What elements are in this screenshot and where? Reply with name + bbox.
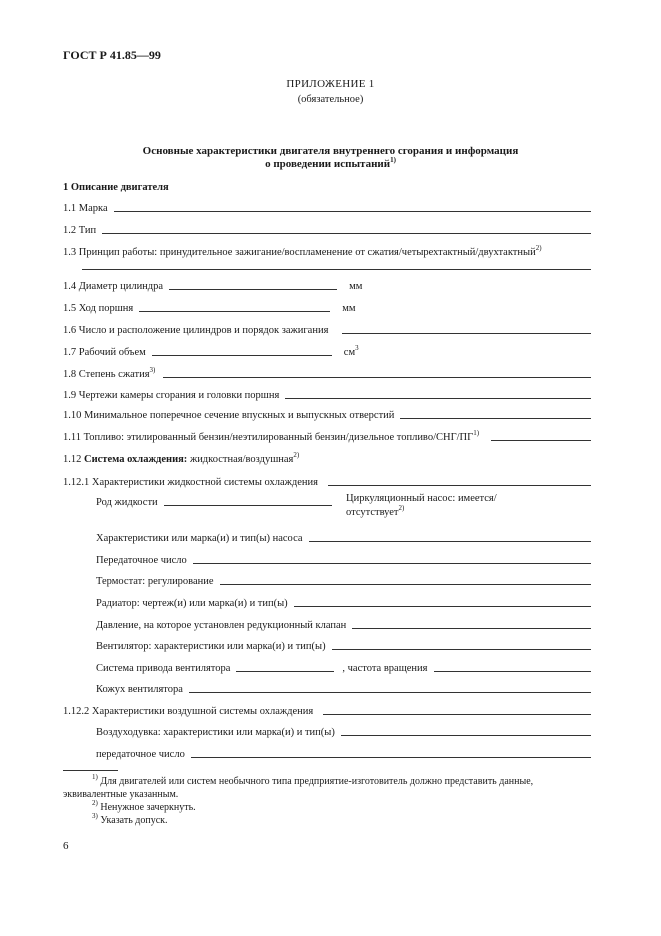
fill-line[interactable] — [332, 648, 591, 650]
fill-line[interactable] — [220, 583, 591, 585]
field-label-text: 1.8 Степень сжатия — [63, 369, 150, 380]
cooling-system-heading: Система охлаждения: — [84, 454, 188, 465]
field-compression-ratio — [63, 366, 591, 380]
fill-line[interactable] — [236, 670, 334, 672]
circulation-pump-label: Циркуляционный насос: имеется/ — [346, 493, 497, 504]
fill-line[interactable] — [139, 310, 330, 312]
field-label — [63, 451, 300, 465]
field-label-text: 1.3 Принцип работы: принудительное зажигание/воспламенение от сжатия/четырехтактный/двухтактный — [63, 247, 536, 258]
field-label: Термостат: регулирование — [96, 576, 214, 587]
field-label: Род жидкости — [96, 497, 158, 508]
footnote-divider — [63, 770, 118, 771]
field-operating-principle-line — [82, 258, 591, 272]
field-liquid-kind — [96, 494, 332, 508]
fill-line[interactable] — [152, 354, 332, 356]
footnote-text: Для двигателей или систем необычного типа предприятие-изготовитель должно представить данные, — [100, 776, 534, 787]
fill-line[interactable] — [189, 691, 591, 693]
field-type — [63, 222, 591, 236]
field-label: Передаточное число — [96, 555, 187, 566]
fill-line[interactable] — [164, 504, 332, 506]
pump-absent-text: отсутствует — [346, 507, 399, 518]
field-gear-ratio — [96, 552, 591, 566]
field-combustion-chamber — [63, 387, 591, 401]
item-number: 1.12 — [63, 454, 82, 465]
fill-line[interactable] — [400, 417, 591, 419]
fill-line[interactable] — [491, 439, 591, 441]
appendix-subtitle: (обязательное) — [297, 94, 364, 105]
field-label: 1.12.1 Характеристики жидкостной системы охлаждения — [63, 477, 318, 488]
field-label: Система привода вентилятора — [96, 663, 231, 674]
field-brand — [63, 200, 591, 214]
fill-line[interactable] — [328, 484, 591, 486]
field-pump-characteristics — [96, 530, 591, 544]
unit-power: 3 — [355, 344, 359, 352]
footnote-3 — [92, 812, 168, 826]
field-operating-principle — [63, 244, 591, 258]
field-label: 1.7 Рабочий объем — [63, 347, 146, 358]
field-label-text: 1.11 Топливо: этилированный бензин/неэтилированный бензин/дизельное топливо/СНГ/ПГ — [63, 432, 474, 443]
field-cooling-system — [63, 451, 299, 465]
footnote-ref: 1) — [473, 429, 480, 437]
unit-label — [343, 344, 359, 358]
cooling-system-options: жидкостная/воздушная — [189, 454, 294, 465]
field-label: Радиатор: чертеж(и) или марка(и) и тип(ы) — [96, 598, 288, 609]
unit-text: см — [343, 347, 356, 358]
field-fan — [96, 638, 591, 652]
footnote-1-cont: эквивалентные указанным. — [63, 789, 179, 800]
document-title-line2 — [0, 158, 661, 170]
field-label: Характеристики или марка(и) и тип(ы) насоса — [96, 533, 303, 544]
field-label: Давление, на которое установлен редукционный клапан — [96, 620, 347, 631]
field-label: 1.12.2 Характеристики воздушной системы охлаждения — [63, 706, 314, 717]
field-label-speed: , частота вращения — [342, 663, 428, 674]
field-radiator — [96, 595, 591, 609]
field-stroke — [63, 300, 356, 314]
field-label: 1.2 Тип — [63, 225, 97, 236]
footnote-ref: 2) — [293, 451, 300, 459]
field-displacement — [63, 344, 359, 358]
field-liquid-cooling — [63, 474, 591, 488]
field-blower-ratio — [96, 746, 591, 760]
fill-line[interactable] — [434, 670, 591, 672]
fill-line[interactable] — [342, 332, 591, 334]
footnote-2 — [92, 799, 196, 813]
fill-line[interactable] — [102, 232, 591, 234]
page-number: 6 — [63, 840, 69, 852]
field-label — [63, 429, 480, 443]
field-thermostat — [96, 573, 591, 587]
field-label: 1.4 Диаметр цилиндра — [63, 281, 164, 292]
footnote-ref: 3) — [149, 366, 156, 374]
field-fuel — [63, 429, 591, 443]
field-label: 1.6 Число и расположение цилиндров и порядок зажигания — [63, 325, 329, 336]
fill-line[interactable] — [309, 540, 591, 542]
field-label: 1.5 Ход поршня — [63, 303, 134, 314]
field-blower — [96, 724, 591, 738]
field-label: 1.10 Минимальное поперечное сечение впускных и выпускных отверстий — [63, 410, 395, 421]
document-title-line2-text: о проведении испытаний — [265, 158, 391, 170]
fill-line[interactable] — [294, 605, 591, 607]
field-label — [63, 366, 156, 380]
field-label: Воздуходувка: характеристики или марка(и) и тип(ы) — [96, 727, 335, 738]
fill-line[interactable] — [323, 713, 591, 715]
footnote-1 — [92, 773, 534, 787]
field-air-cooling — [63, 703, 591, 717]
field-label — [63, 244, 542, 258]
fill-line[interactable] — [82, 268, 591, 270]
fill-line[interactable] — [341, 734, 591, 736]
footnote-mark: 1) — [92, 773, 98, 781]
unit-label: мм — [342, 303, 356, 314]
unit-label: мм — [349, 281, 363, 292]
field-relief-valve-pressure — [96, 617, 591, 631]
footnote-mark: 3) — [92, 812, 98, 820]
field-label: Кожух вентилятора — [96, 684, 183, 695]
footnote-ref: 1) — [390, 156, 396, 164]
field-label: передаточное число — [96, 749, 185, 760]
field-label: 1.1 Марка — [63, 203, 108, 214]
field-fan-cowl — [96, 681, 591, 695]
fill-line[interactable] — [163, 376, 591, 378]
section-heading: 1 Описание двигателя — [63, 182, 169, 193]
footnote-mark: 2) — [92, 799, 98, 807]
footnote-ref: 2) — [535, 244, 542, 252]
field-label: 1.9 Чертежи камеры сгорания и головки поршня — [63, 390, 280, 401]
document-title-line1: Основные характеристики двигателя внутреннего сгорания и информация — [142, 145, 519, 157]
field-port-section — [63, 407, 591, 421]
fill-line[interactable] — [191, 756, 591, 758]
field-bore — [63, 278, 362, 292]
field-cylinders — [63, 322, 591, 336]
fill-line[interactable] — [169, 288, 337, 290]
standard-number: ГОСТ Р 41.85—99 — [63, 48, 161, 62]
appendix-title: ПРИЛОЖЕНИЕ 1 — [286, 78, 375, 90]
field-fan-drive — [96, 660, 591, 674]
fill-line[interactable] — [114, 210, 591, 212]
footnote-text: Указать допуск. — [100, 815, 168, 826]
fill-line[interactable] — [193, 562, 591, 564]
fill-line[interactable] — [285, 397, 591, 399]
field-label: Вентилятор: характеристики или марка(и) и тип(ы) — [96, 641, 326, 652]
fill-line[interactable] — [352, 627, 591, 629]
footnote-text: Ненужное зачеркнуть. — [100, 802, 196, 813]
footnote-ref: 2) — [398, 504, 405, 512]
circulation-pump-label-cont — [346, 504, 405, 518]
